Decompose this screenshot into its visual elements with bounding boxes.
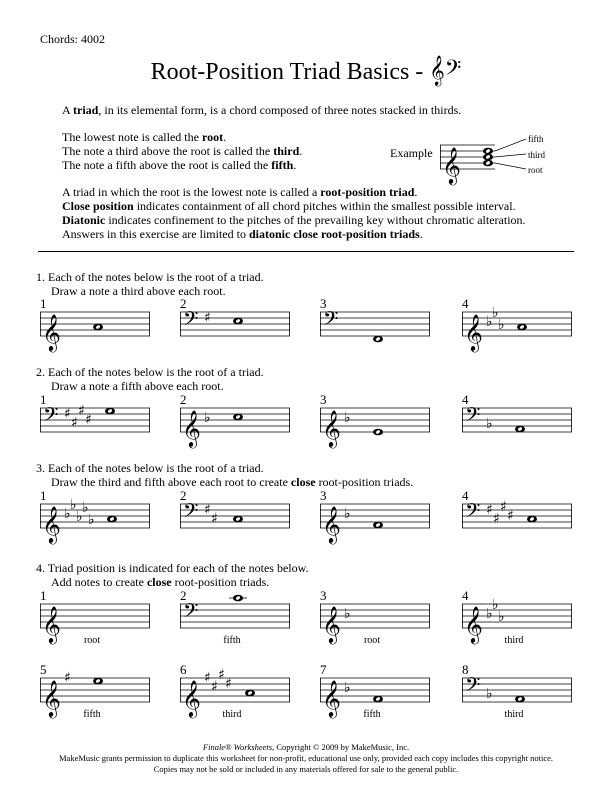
whole-note-icon xyxy=(373,429,383,436)
treble-clef-icon: 𝄞 xyxy=(182,679,201,717)
flat-icon: ♭ xyxy=(344,606,351,622)
whole-note-icon xyxy=(233,595,243,602)
sharp-icon: ♯ xyxy=(500,499,507,515)
bass-clef-icon: 𝄢 xyxy=(465,403,481,431)
flat-icon: ♭ xyxy=(486,606,493,622)
flat-icon: ♭ xyxy=(344,410,351,426)
flat-icon: ♭ xyxy=(64,506,71,522)
exercise-number: 1 xyxy=(40,296,47,311)
whole-note-icon xyxy=(93,678,103,685)
sharp-icon: ♯ xyxy=(204,670,211,686)
bass-clef-icon: 𝄢 xyxy=(183,499,199,527)
intro-triad-definition: A triad, in its elemental form, is a chord composed of three notes stacked in thirds. xyxy=(62,103,462,117)
whole-note-icon xyxy=(233,414,243,421)
pointer-line xyxy=(495,139,526,151)
triad-position-label: fifth xyxy=(223,635,241,646)
exercise-number: 3 xyxy=(320,588,327,603)
page-title xyxy=(0,56,612,87)
triad-position-label: root xyxy=(363,635,381,646)
copyright-footer xyxy=(0,742,612,775)
q2-staff-3[interactable] xyxy=(320,396,430,447)
exercise-number: 4 xyxy=(462,588,469,603)
title-text: Root-Position Triad Basics - xyxy=(150,59,424,85)
q4-staff-2[interactable] xyxy=(180,592,290,632)
bass-clef-icon: 𝄢 xyxy=(183,307,199,335)
treble-clef-icon: 𝄞 xyxy=(464,605,483,643)
q3-staff-3[interactable] xyxy=(320,492,430,543)
intro-root-position-definition: A triad in which the root is the lowest note is called a root-position triad. xyxy=(62,185,418,199)
sharp-icon: ♯ xyxy=(218,667,225,683)
q1-staff-3[interactable] xyxy=(320,300,430,340)
treble-clef-icon: 𝄞 xyxy=(42,313,61,351)
whole-note-icon xyxy=(515,426,525,433)
exercise-number: 1 xyxy=(40,588,47,603)
sharp-icon: ♯ xyxy=(64,406,71,422)
treble-clef-icon: 𝄞 xyxy=(322,605,341,643)
whole-note-icon xyxy=(527,516,537,523)
q3-instruction-line1: 3. Each of the notes below is the root of a triad. xyxy=(36,461,264,475)
title-clef-icons: 𝄞𝄢 xyxy=(429,56,462,86)
exercise-number: 2 xyxy=(180,392,187,407)
intro-diatonic-definition: Diatonic indicates confinement to the pitches of the prevailing key without chromatic alteration. xyxy=(62,213,526,227)
q1-instruction-line1: 1. Each of the notes below is the root of a triad. xyxy=(36,270,264,284)
intro-answers-note: Answers in this exercise are limited to diatonic close root-position triads. xyxy=(62,227,423,241)
flat-icon: ♭ xyxy=(344,506,351,522)
q2-staff-1[interactable] xyxy=(40,396,150,436)
q3-staff-2[interactable] xyxy=(180,492,290,532)
whole-note-icon xyxy=(373,336,383,343)
q1-instruction-line2: Draw a note a third above each root. xyxy=(51,284,226,298)
pointer-line xyxy=(495,163,526,169)
sharp-icon: ♯ xyxy=(211,679,218,695)
q2-instruction-line2: Draw a note a fifth above each root. xyxy=(51,379,224,393)
exercise-number: 2 xyxy=(180,296,187,311)
flat-icon: ♭ xyxy=(498,317,505,333)
whole-note-icon xyxy=(107,516,117,523)
whole-note-icon xyxy=(483,148,493,155)
q1-staff-2[interactable] xyxy=(180,300,290,340)
sharp-icon: ♯ xyxy=(507,508,514,524)
exercise-number: 2 xyxy=(180,588,187,603)
q1-staff-1[interactable] xyxy=(40,300,150,351)
example-fifth-label: fifth xyxy=(528,134,544,144)
sharp-icon: ♯ xyxy=(225,676,232,692)
treble-clef-icon: 𝄞 xyxy=(42,505,61,543)
treble-clef-icon: 𝄞 xyxy=(322,679,341,717)
flat-icon: ♭ xyxy=(498,609,505,625)
exercise-number: 6 xyxy=(180,662,187,677)
q4-staff-8[interactable] xyxy=(462,666,572,706)
exercise-number: 4 xyxy=(462,392,469,407)
treble-clef-icon: 𝄞 xyxy=(182,409,201,447)
exercise-number: 1 xyxy=(40,488,47,503)
sharp-icon: ♯ xyxy=(493,511,500,527)
section-divider xyxy=(38,251,574,252)
whole-note-icon xyxy=(373,696,383,703)
example-root-label: root xyxy=(528,165,543,175)
treble-clef-icon: 𝄞 xyxy=(42,679,61,717)
flat-icon: ♭ xyxy=(82,500,89,516)
whole-note-icon xyxy=(245,690,255,697)
intro-third-definition: The note a third above the root is called the third. xyxy=(62,144,303,158)
triad-position-label: fifth xyxy=(363,709,381,720)
flat-icon: ♭ xyxy=(486,314,493,330)
triad-position-label: root xyxy=(83,635,101,646)
triad-position-label: third xyxy=(504,635,524,646)
whole-note-icon xyxy=(517,324,527,331)
triad-position-label: third xyxy=(504,709,524,720)
treble-clef-icon: 𝄞 xyxy=(442,146,461,184)
sharp-icon: ♯ xyxy=(85,412,92,428)
whole-note-icon xyxy=(483,154,493,161)
sharp-icon: ♯ xyxy=(71,415,78,431)
sharp-icon: ♯ xyxy=(486,502,493,518)
exercise-number: 2 xyxy=(180,488,187,503)
whole-note-icon xyxy=(105,408,115,415)
bass-clef-icon: 𝄢 xyxy=(465,499,481,527)
treble-clef-icon: 𝄞 xyxy=(42,605,61,643)
flat-icon: ♭ xyxy=(76,509,83,525)
treble-clef-icon: 𝄞 xyxy=(322,505,341,543)
whole-note-icon xyxy=(515,696,525,703)
intro-fifth-definition: The note a fifth above the root is called the fifth. xyxy=(62,158,297,172)
q4-instruction-line1: 4. Triad position is indicated for each of the notes below. xyxy=(36,561,309,575)
sharp-icon: ♯ xyxy=(204,310,211,326)
flat-icon: ♭ xyxy=(492,597,499,613)
q3-instruction-line2: Draw the third and fifth above each root to create close root-position triads. xyxy=(51,475,414,489)
q1-staff-4[interactable] xyxy=(462,300,572,351)
triad-position-label: fifth xyxy=(83,709,101,720)
q2-staff-4[interactable] xyxy=(462,396,572,436)
whole-note-icon xyxy=(373,522,383,529)
intro-root-definition: The lowest note is called the root. xyxy=(62,130,227,144)
document-code: Chords: 4002 xyxy=(40,32,106,46)
q3-staff-1[interactable] xyxy=(40,492,150,543)
bass-clef-icon: 𝄢 xyxy=(323,307,339,335)
q4-instruction-line2: Add notes to create close root-position triads. xyxy=(51,575,270,589)
flat-icon: ♭ xyxy=(204,410,211,426)
treble-clef-icon: 𝄞 xyxy=(322,409,341,447)
flat-icon: ♭ xyxy=(88,512,95,528)
whole-note-icon xyxy=(93,324,103,331)
flat-icon: ♭ xyxy=(486,416,493,432)
flat-icon: ♭ xyxy=(344,680,351,696)
exercise-number: 5 xyxy=(40,662,47,677)
exercise-number: 3 xyxy=(320,296,327,311)
exercise-number: 8 xyxy=(462,662,469,677)
intro-close-position-definition: Close position indicates containment of all chord pitches within the smallest possible interval. xyxy=(62,199,516,213)
footer-sale-line: Copies may not be sold or included in any materials offered for sale to the general public. xyxy=(153,764,459,774)
triad-position-label: third xyxy=(222,709,242,720)
whole-note-icon xyxy=(233,516,243,523)
whole-note-icon xyxy=(233,318,243,325)
flat-icon: ♭ xyxy=(492,305,499,321)
exercise-number: 1 xyxy=(40,392,47,407)
sharp-icon: ♯ xyxy=(211,511,218,527)
exercise-number: 3 xyxy=(320,488,327,503)
q2-staff-2[interactable] xyxy=(180,396,290,447)
sharp-icon: ♯ xyxy=(78,403,85,419)
exercise-number: 7 xyxy=(320,662,327,677)
whole-note-icon xyxy=(483,160,493,167)
footer-permission-line: MakeMusic grants permission to duplicate this worksheet for non-profit, educational use only, provided each copy includes this copyright notice. xyxy=(59,753,553,763)
sharp-icon: ♯ xyxy=(64,670,71,686)
flat-icon: ♭ xyxy=(486,686,493,702)
bass-clef-icon: 𝄢 xyxy=(465,673,481,701)
exercise-number: 3 xyxy=(320,392,327,407)
q3-staff-4[interactable] xyxy=(462,492,572,532)
treble-clef-icon: 𝄞 xyxy=(464,313,483,351)
q2-instruction-line1: 2. Each of the notes below is the root of a triad. xyxy=(36,365,264,379)
exercise-number: 4 xyxy=(462,488,469,503)
pointer-line xyxy=(495,154,526,157)
footer-copyright-line: Finale® Worksheets, Copyright © 2009 by MakeMusic, Inc. xyxy=(202,742,410,752)
bass-clef-icon: 𝄢 xyxy=(183,599,199,627)
bass-clef-icon: 𝄢 xyxy=(43,403,59,431)
example-label: Example xyxy=(390,146,433,160)
flat-icon: ♭ xyxy=(70,497,77,513)
exercise-number: 4 xyxy=(462,296,469,311)
example-third-label: third xyxy=(528,150,545,160)
sharp-icon: ♯ xyxy=(204,502,211,518)
